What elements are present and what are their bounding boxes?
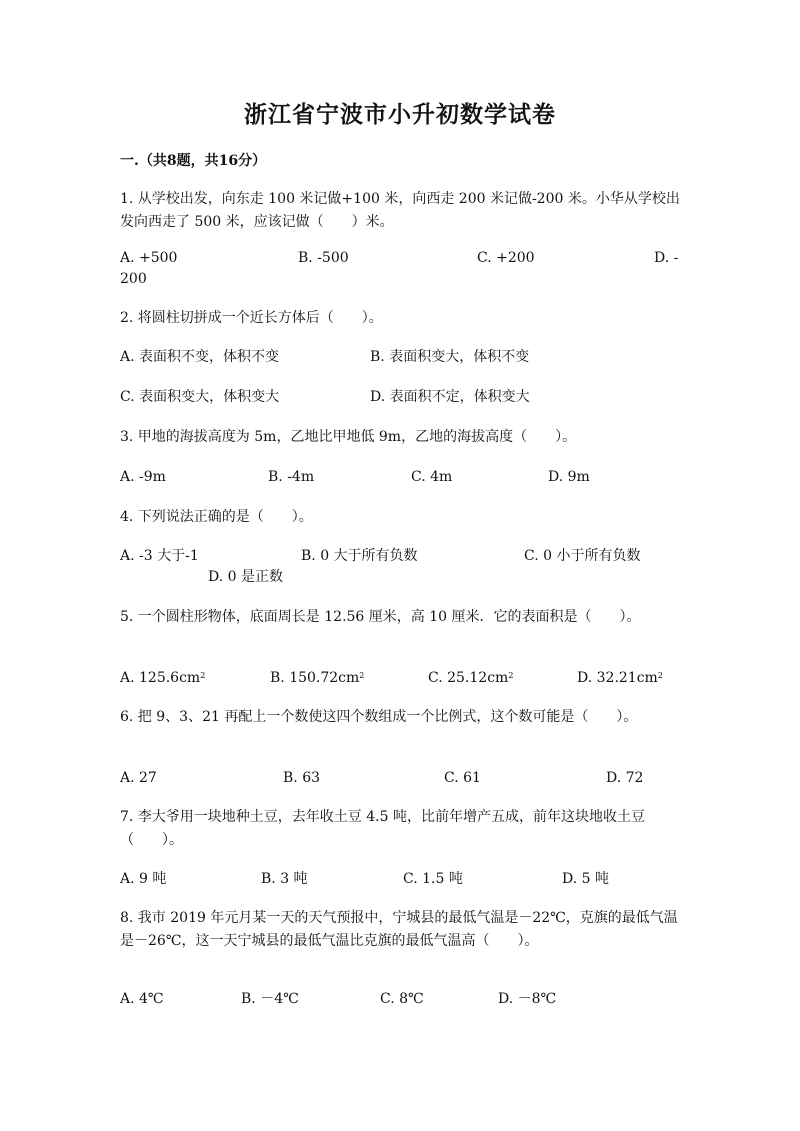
question-7-text: 7. 李大爷用一块地种土豆，去年收土豆 4.5 吨，比前年增产五成，前年这块地收土豆（ ）。 xyxy=(120,809,645,848)
superscript: 2 xyxy=(359,671,365,680)
question-6-option-b: B. 63 xyxy=(283,770,321,786)
question-4-option-c: C. 0 小于所有负数 xyxy=(524,548,641,564)
question-5-option-d: D. $32.21cm^2$ xyxy=(577,670,663,686)
question-3-option-c: C. 4m xyxy=(411,469,453,485)
question-7-option-a: A. 9 吨 xyxy=(120,871,167,887)
question-8-option-b: B. －4℃ xyxy=(241,991,299,1007)
question-3-option-b: B. -4m xyxy=(268,469,315,485)
question-5-text: 5. 一个圆柱形物体，底面周长是 12.56 厘米，高 10 厘米．它的表面积是（ ）。 xyxy=(120,609,641,625)
question-3-option-d: D. 9m xyxy=(548,469,590,485)
question-5-option-c: C. $25.12cm^2$ xyxy=(428,670,514,686)
question-3-option-a: A. -9m xyxy=(120,469,166,485)
question-3-text: 3. 甲地的海拔高度为 5m，乙地比甲地低 9m，乙地的海拔高度（ ）。 xyxy=(120,429,577,445)
question-5-option-b: B. $150.72cm^2$ xyxy=(270,670,365,686)
section-heading: 一.（共8题，共16分） xyxy=(120,153,267,169)
question-5-option-a: A. $125.6cm^2$ xyxy=(120,670,206,686)
question-4-option-a: A. -3 大于-1 xyxy=(120,548,199,564)
question-7-option-b: B. 3 吨 xyxy=(261,871,308,887)
question-4-option-b: B. 0 大于所有负数 xyxy=(301,548,418,564)
question-6-option-a: A. 27 xyxy=(120,770,157,786)
question-2-option-d: D. 表面积不定，体积变大 xyxy=(370,389,530,405)
question-7-option-d: D. 5 吨 xyxy=(562,871,609,887)
superscript: 2 xyxy=(508,671,514,680)
question-8-option-d: D. －8℃ xyxy=(498,991,557,1007)
question-4-option-d: D. 0 是正数 xyxy=(208,569,283,585)
superscript: 2 xyxy=(657,671,663,680)
page-title: 浙江省宁波市小升初数学试卷 xyxy=(244,101,556,128)
question-1-option-c: C. +200 xyxy=(477,250,535,266)
question-7-option-c: C. 1.5 吨 xyxy=(403,871,463,887)
question-1-option-a: A. +500 xyxy=(120,250,178,266)
question-4-text: 4. 下列说法正确的是（ ）。 xyxy=(120,509,313,525)
question-6-option-c: C. 61 xyxy=(444,770,481,786)
question-1-text: 1. 从学校出发，向东走 100 米记做+100 米，向西走 200 米记做-200 米。小华从学校出发向西走了 500 米，应该记做（ ）米。 xyxy=(120,191,680,230)
question-1-option-b: B. -500 xyxy=(298,250,349,266)
question-8-text: 8. 我市 2019 年元月某一天的天气预报中，宁城县的最低气温是－22℃，克旗的最低气温是－26℃，这一天宁城县的最低气温比克旗的最低气温高（ ）。 xyxy=(120,910,678,949)
superscript: 2 xyxy=(200,671,206,680)
question-2-option-b: B. 表面积变大，体积不变 xyxy=(370,349,530,365)
question-1-option-d: D. - xyxy=(654,250,679,266)
question-2-text: 2. 将圆柱切拼成一个近长方体后（ ）。 xyxy=(120,310,383,326)
question-1-option-d-wrap: 200 xyxy=(120,271,147,287)
question-2-option-a: A. 表面积不变，体积不变 xyxy=(120,349,280,365)
question-8-option-a: A. 4℃ xyxy=(120,991,164,1007)
question-8-option-c: C. 8℃ xyxy=(380,991,424,1007)
question-2-option-c: C. 表面积变大，体积变大 xyxy=(120,389,280,405)
question-6-text: 6. 把 9、3、21 再配上一个数使这四个数组成一个比例式，这个数可能是（ ）。 xyxy=(120,709,638,725)
question-6-option-d: D. 72 xyxy=(606,770,644,786)
